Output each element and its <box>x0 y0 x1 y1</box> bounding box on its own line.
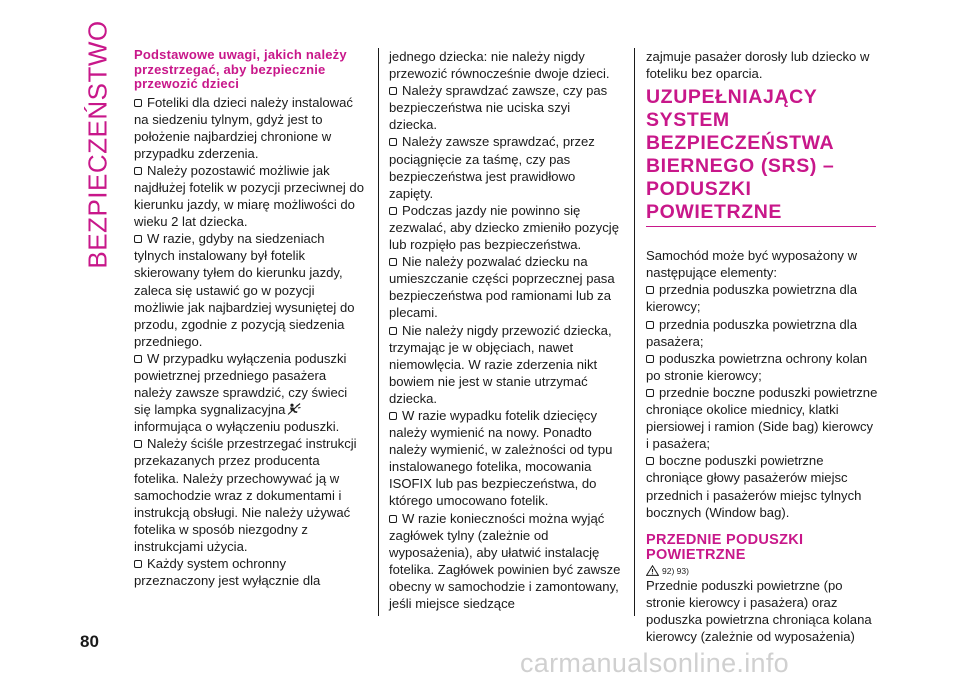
bullet-item: przednia poduszka powietrzna dla pasażera; <box>646 316 878 350</box>
bullet-item: Należy zawsze sprawdzać, przez pociągnięcie za taśmę, czy pas bezpieczeństwa jest prawidłowo zapięty. <box>389 133 621 201</box>
airbag-off-warning-icon <box>287 402 301 414</box>
paragraph: jednego dziecka: nie należy nigdy przewozić równocześnie dwoje dzieci. <box>389 49 610 82</box>
bullet-item: W razie konieczności można wyjąć zagłówek tylny (zależnie od wyposażenia), aby ułatwić instalację fotelika. Zagłówek powinien być zawsze obecny w samochodzie i zamontowany, jeśli miejsce siedzące <box>389 510 621 611</box>
page-number: 80 <box>80 632 99 651</box>
section-side-tab <box>78 19 118 269</box>
text-column-1 <box>134 48 366 589</box>
section-side-tab-label: BEZPIECZEŃSTWO <box>82 19 113 269</box>
paragraph: Przednie poduszki powietrzne (po stronie kierowcy i pasażera) oraz poduszka powietrzna chroniąca kolana kierowcy (zależnie od wyposażenia) <box>646 577 872 644</box>
warning-triangle-icon <box>646 565 659 576</box>
column-divider <box>378 48 379 616</box>
section-heading-srs: UZUPEŁNIAJĄCY SYSTEM BEZPIECZEŃSTWA BIERNEGO (SRS) – PODUSZKI POWIETRZNE <box>646 86 835 224</box>
bullet-item: W razie, gdyby na siedzeniach tylnych instalowany był fotelik skierowany tyłem do kierunku jazdy, zaleca się ustawić go w pozycji możliwie jak najbardziej wysuniętej do przodu, zgodnie z pozycją siedzenia przedniego. <box>134 230 366 350</box>
text-column-2 <box>389 48 621 612</box>
paragraph: zajmuje pasażer dorosły lub dziecko w foteliku bez oparcia. <box>646 49 870 82</box>
bullet-item: boczne poduszki powietrzne chroniące głowy pasażerów miejsc przednich i pasażerów miejsc tylnych bocznych (Window bag). <box>646 452 878 520</box>
warning-references <box>646 565 878 577</box>
section-heading: Podstawowe uwagi, jakich należy przestrzegać, aby bezpiecznie przewozić dzieci <box>134 47 347 91</box>
bullet-item: W razie wypadku fotelik dziecięcy należy wymienić na nowy. Ponadto należy wymienić, w zależności od typu instalowanego fotelika, mocowania ISOFIX lub pas bezpieczeństwa, do którego umocowano fotelik. <box>389 407 621 510</box>
bullet-item: Należy sprawdzać zawsze, czy pas bezpieczeństwa nie uciska szyi dziecka. <box>389 82 621 133</box>
heading-underline <box>646 226 876 227</box>
bullet-item: Podczas jazdy nie powinno się zezwalać, aby dziecko zmieniło pozycję lub rozpięło pas bezpieczeństwa. <box>389 202 621 253</box>
reference-numbers: 92) 93) <box>662 565 689 576</box>
bullet-item: przednie boczne poduszki powietrzne chroniące okolice miednicy, klatki piersiowej i ramion (Side bag) kierowcy i pasażera; <box>646 384 878 452</box>
text-column-3 <box>646 48 878 645</box>
bullet-item: Nie należy pozwalać dziecku na umieszczanie części poprzecznej pasa bezpieczeństwa pod ramionami lub za plecami. <box>389 253 621 321</box>
bullet-item: przednia poduszka powietrzna dla kierowcy; <box>646 281 878 315</box>
bullet-text: informująca o wyłączeniu poduszki. <box>134 419 340 435</box>
bullet-item: Należy ściśle przestrzegać instrukcji przekazanych przez producenta fotelika. Należy przechowywać ją w samochodzie wraz z dokumentami i instrukcją obsługi. Nie należy używać fotelika w sposób niezgodny z instrukcjami użycia. <box>134 435 366 555</box>
bullet-item: poduszka powietrzna ochrony kolan po stronie kierowcy; <box>646 350 878 384</box>
column-divider <box>634 48 635 616</box>
bullet-text: W przypadku wyłączenia poduszki powietrznej przedniego pasażera należy zawsze sprawdzić, czy świeci się lampka sygnalizacyjna <box>134 350 348 418</box>
bullet-item: Foteliki dla dzieci należy instalować na siedzeniu tylnym, gdyż jest to położenie najbardziej chronione w przypadku zderzenia. <box>134 94 366 162</box>
subsection-heading: PRZEDNIE PODUSZKI POWIETRZNE <box>646 531 804 563</box>
bullet-item <box>134 350 366 435</box>
watermark: carmanualsonline.info <box>520 648 789 678</box>
bullet-item: Należy pozostawić możliwie jak najdłużej fotelik w pozycji przeciwnej do kierunku jazdy, w miarę możliwości do wieku 2 lat dziecka. <box>134 162 366 230</box>
paragraph: Samochód może być wyposażony w następujące elementy: <box>646 248 858 281</box>
bullet-item: Nie należy nigdy przewozić dziecka, trzymając je w objęciach, nawet niemowlęcia. W razie zderzenia nikt bowiem nie jest w stanie utrzymać dziecka. <box>389 322 621 407</box>
bullet-item: Każdy system ochronny przeznaczony jest wyłącznie dla <box>134 555 366 589</box>
